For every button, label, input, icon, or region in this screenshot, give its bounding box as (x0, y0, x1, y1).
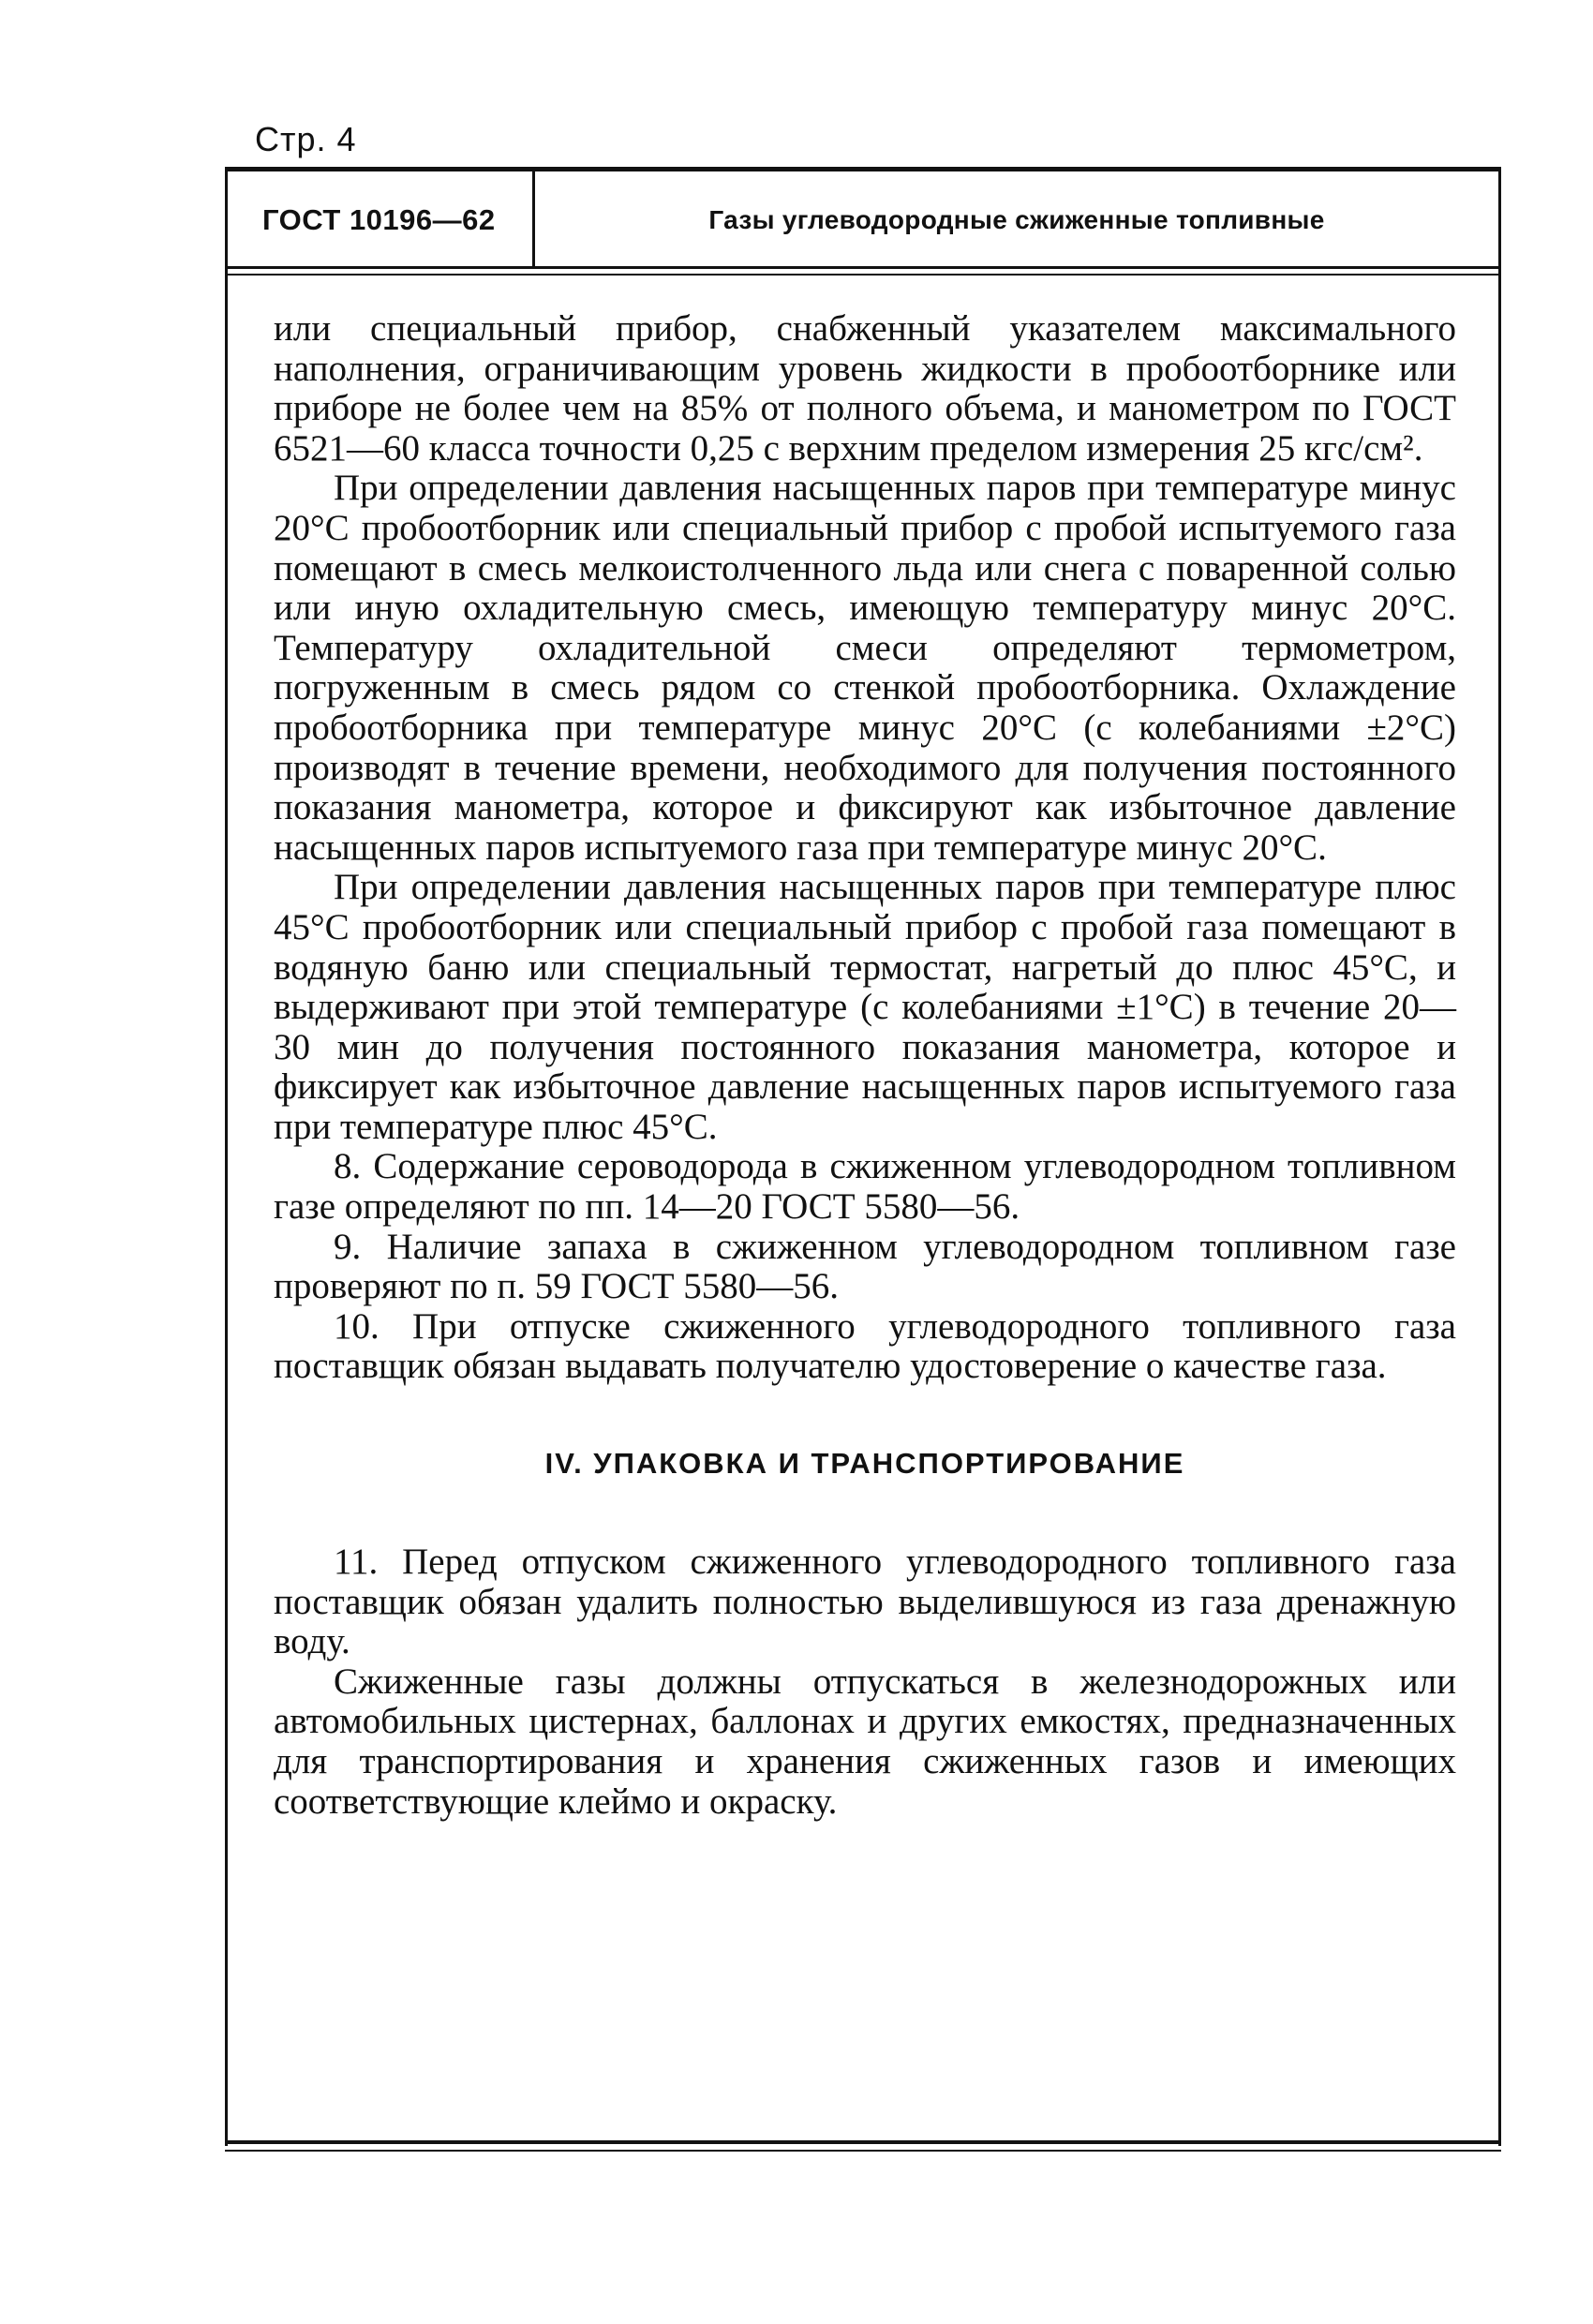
paragraph-item-8: 8. Содержание сероводорода в сжиженном углеводородном топливном газе определяют по пп. 14—20 ГОСТ 5580—56. (274, 1146, 1456, 1228)
standard-title: Газы углеводородные сжиженные топливные (708, 205, 1325, 234)
header-rule (225, 266, 1501, 269)
paragraph-item-10: 10. При отпуске сжиженного углеводородного топливного газа поставщик обязан выдавать получателю удостоверение о качестве газа. (274, 1305, 1456, 1387)
paragraph-continuation: или специальный прибор, снабженный указателем максимального наполнения, ограничивающим уровень жидкости в пробоотборнике или приборе не более чем на 85% от полного объема, и манометром по ГОСТ 6521—60 класса точности 0,25 с верхним пределом измерения 25 кгс/см². (274, 308, 1456, 469)
document-header (228, 171, 1498, 266)
paragraph-item-11: 11. Перед отпуском сжиженного углеводородного топливного газа поставщик обязан удалить полностью выделившуюся из газа дренажную воду. (274, 1542, 1456, 1662)
page-number: Стр. 4 (255, 120, 357, 158)
standard-code: ГОСТ 10196—62 (262, 203, 496, 236)
paragraph-containers: Сжиженные газы должны отпускаться в железнодорожных или автомобильных цистернах, баллонах и других емкостях, предназначенных для транспортирования и хранения сжиженных газов и имеющих соответствующие клеймо и окраску. (274, 1661, 1456, 1822)
paragraph-minus-20: При определении давления насыщенных паров при температуре минус 20°С пробоотборник или специальный прибор с пробой испытуемого газа помещают в смесь мелкоистолченного льда или снега с поваренной солью или иную охладительную смесь, имеющую температуру минус 20°С. Температуру охладительной смеси определяют термометром, погруженным в смесь рядом со стенкой пробоотборника. Охлаждение пробоотборника при температуре минус 20°С (с колебаниями ±2°С) производят в течение времени, необходимого для получения постоянного показания манометра, которое и фиксируют как избыточное давление насыщенных паров испытуемого газа при температуре минус 20°С. (274, 468, 1456, 868)
paragraph-plus-45: При определении давления насыщенных паров при температуре плюс 45°С пробоотборник или специальный прибор с пробой газа помещают в водяную баню или специальный термостат, нагретый до плюс 45°С, и выдерживают при этой температуре (с колебаниями ±1°С) в течение 20—30 мин до получения постоянного показания манометра, которое и фиксирует как избыточное давление насыщенных паров испытуемого газа при температуре плюс 45°С. (274, 867, 1456, 1147)
document-body (274, 309, 1456, 1822)
paragraph-item-9: 9. Наличие запаха в сжиженном углеводородном топливном газе проверяют по п. 59 ГОСТ 5580—56. (274, 1226, 1456, 1307)
section-heading: IV. УПАКОВКА И ТРАНСПОРТИРОВАНИЕ (544, 1447, 1185, 1481)
bottom-rule-secondary (225, 2150, 1501, 2152)
bottom-rule (225, 2140, 1501, 2144)
header-rule-secondary (225, 274, 1501, 276)
